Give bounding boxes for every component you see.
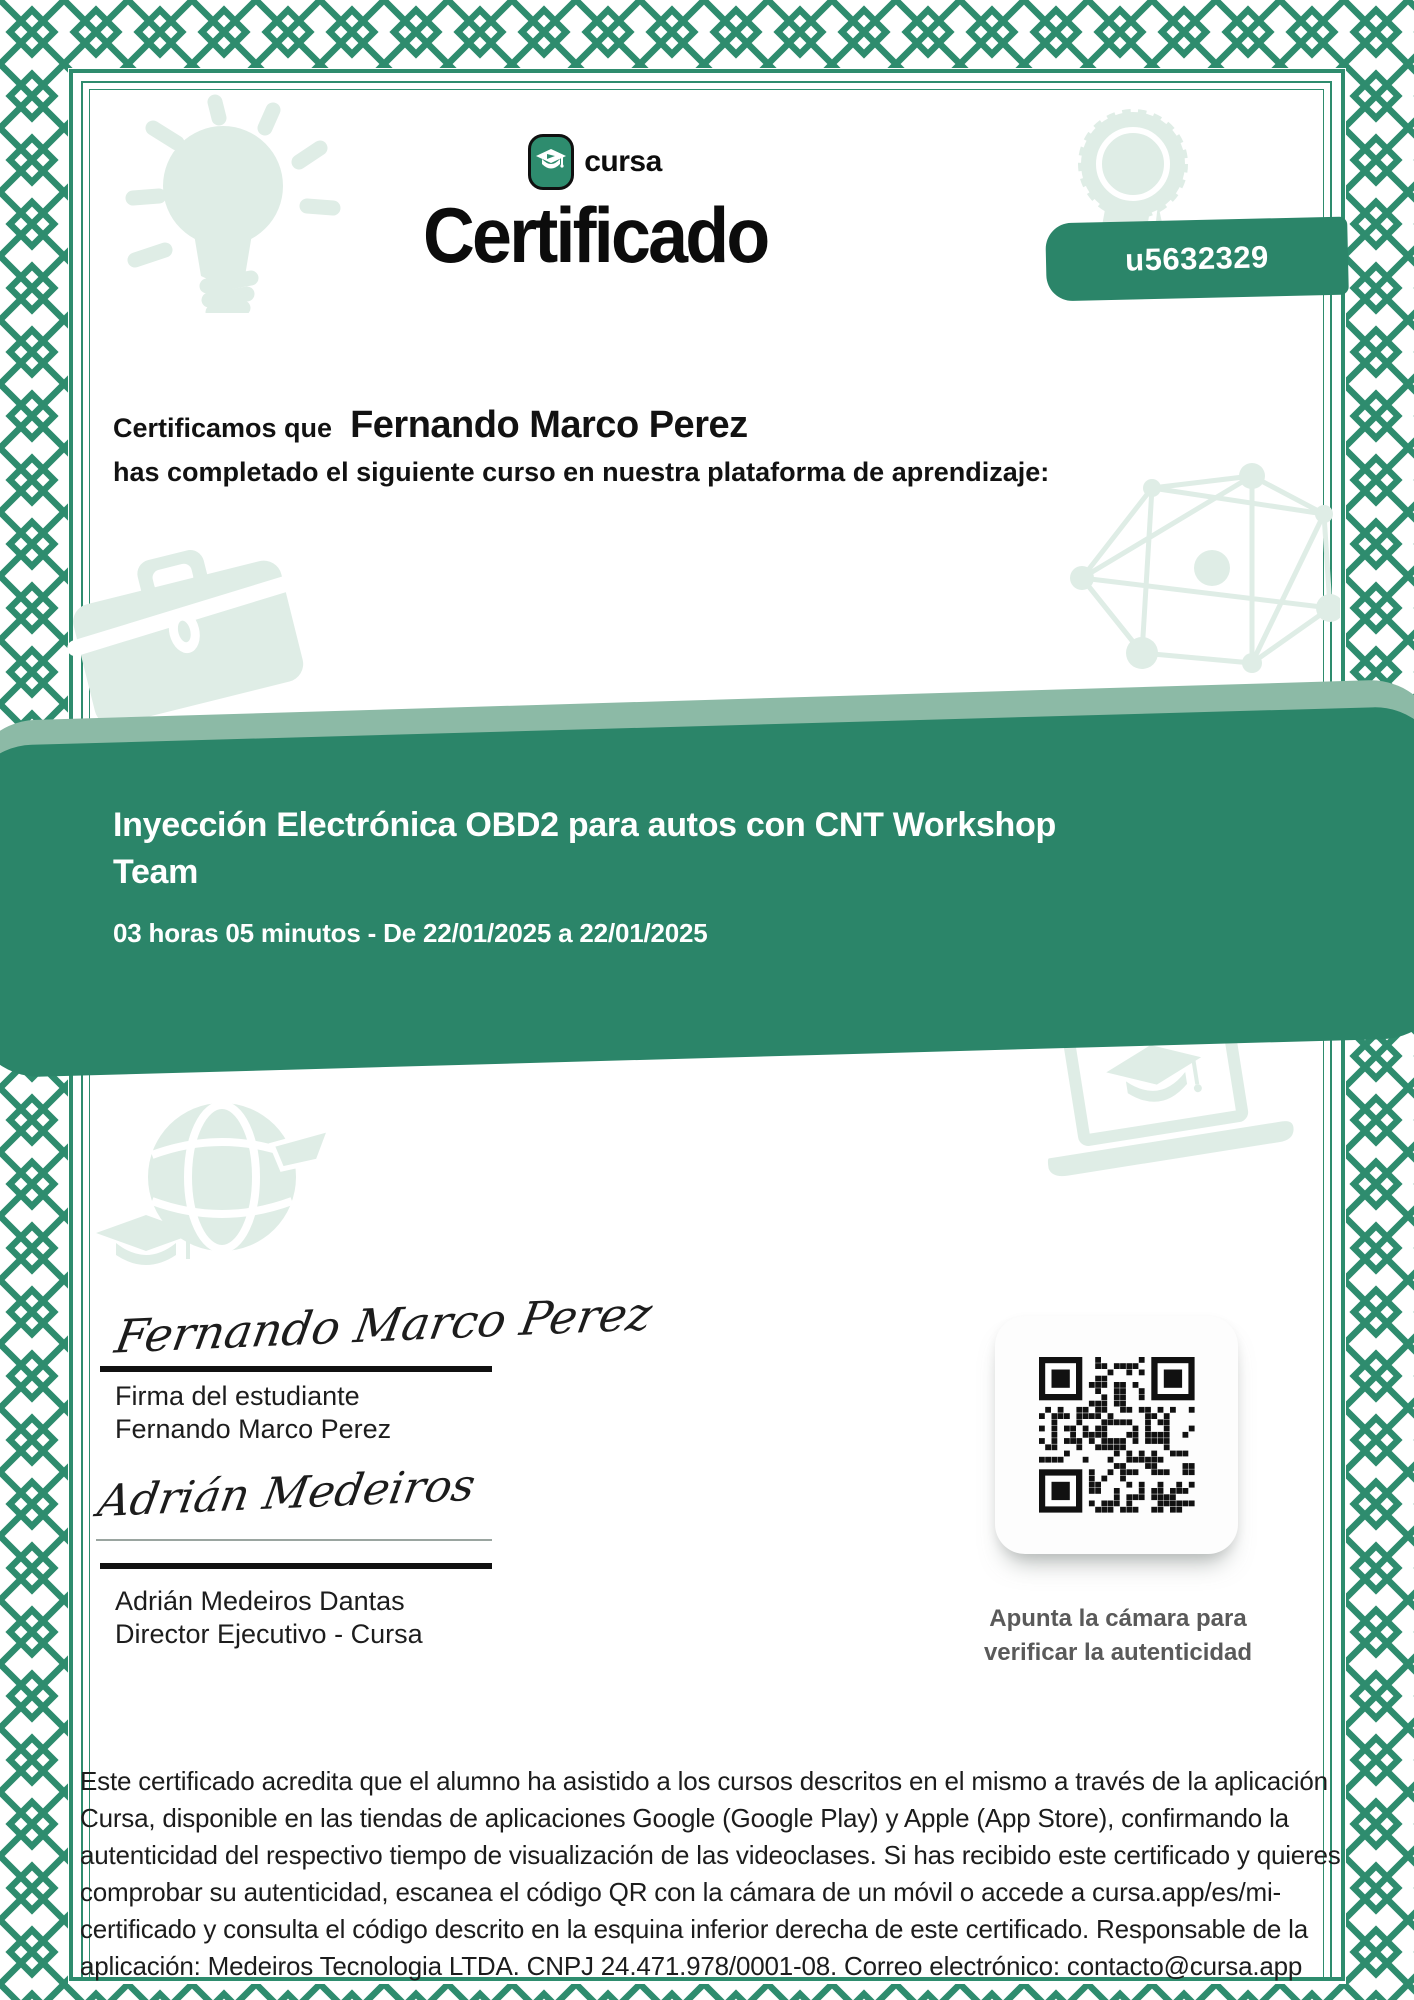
qr-caption: Apunta la cámara para verificar la autenticidad <box>983 1605 1253 1666</box>
footer-legal-text: Este certificado acredita que el alumno ha asistido a los cursos descritos en el mismo a través de la aplicación Cursa, disponible en las tiendas de aplicaciones Google (Google Play) y Apple (App Store), confirmando la autenticidad del respectivo tiempo de visualización de las videoclases. Si has recibido este certificado y quieres comprobar su autenticidad, escanea el código QR con la cámara de un móvil o accede a cursa.app/es/mi-certificado y consulta el código descrito en la esquina inferior derecha de este certificado. Responsable de la aplicación: Medeiros Tecnologia LTDA. CNPJ 24.471.978/0001-08. Correo electrónico: contacto@cursa.app <box>80 1766 1341 1981</box>
student-printed-name: Fernando Marco Perez <box>115 1414 392 1444</box>
director-role: Director Ejecutivo - Cursa <box>115 1619 423 1649</box>
certificate-code-badge <box>1045 217 1349 302</box>
cursa-logo <box>0 134 1190 190</box>
director-printed-name: Adrián Medeiros Dantas <box>115 1586 405 1616</box>
graduation-cap-icon <box>528 134 574 190</box>
globe-plane-icon <box>82 1085 342 1285</box>
certificate-code: u5632329 <box>1124 239 1270 278</box>
qr-code <box>1039 1357 1195 1513</box>
brand-wordmark: cursa <box>584 145 662 178</box>
qr-card <box>995 1316 1238 1554</box>
director-signature-underline <box>96 1539 492 1541</box>
certificate-title: Certificado <box>422 191 768 279</box>
director-signature-line <box>100 1563 492 1569</box>
intro-block <box>113 404 1049 488</box>
course-title: Inyección Electrónica OBD2 para autos con CNT Workshop Team <box>113 806 1056 891</box>
student-signature: Fernando Marco Perez <box>111 1286 656 1364</box>
course-banner-text <box>113 802 1123 949</box>
course-details: 03 horas 05 minutos - De 22/01/2025 a 22/01/2025 <box>113 918 708 948</box>
student-name: Fernando Marco Perez <box>350 404 748 446</box>
intro-prefix: Certificamos que <box>113 413 333 443</box>
network-icon <box>1062 448 1340 693</box>
director-signature: Adrián Medeiros <box>94 1459 479 1528</box>
intro-line2: has completado el siguiente curso en nuestra plataforma de aprendizaje: <box>113 457 1050 487</box>
student-signature-line <box>100 1366 492 1372</box>
student-signature-label: Firma del estudiante <box>115 1381 360 1411</box>
